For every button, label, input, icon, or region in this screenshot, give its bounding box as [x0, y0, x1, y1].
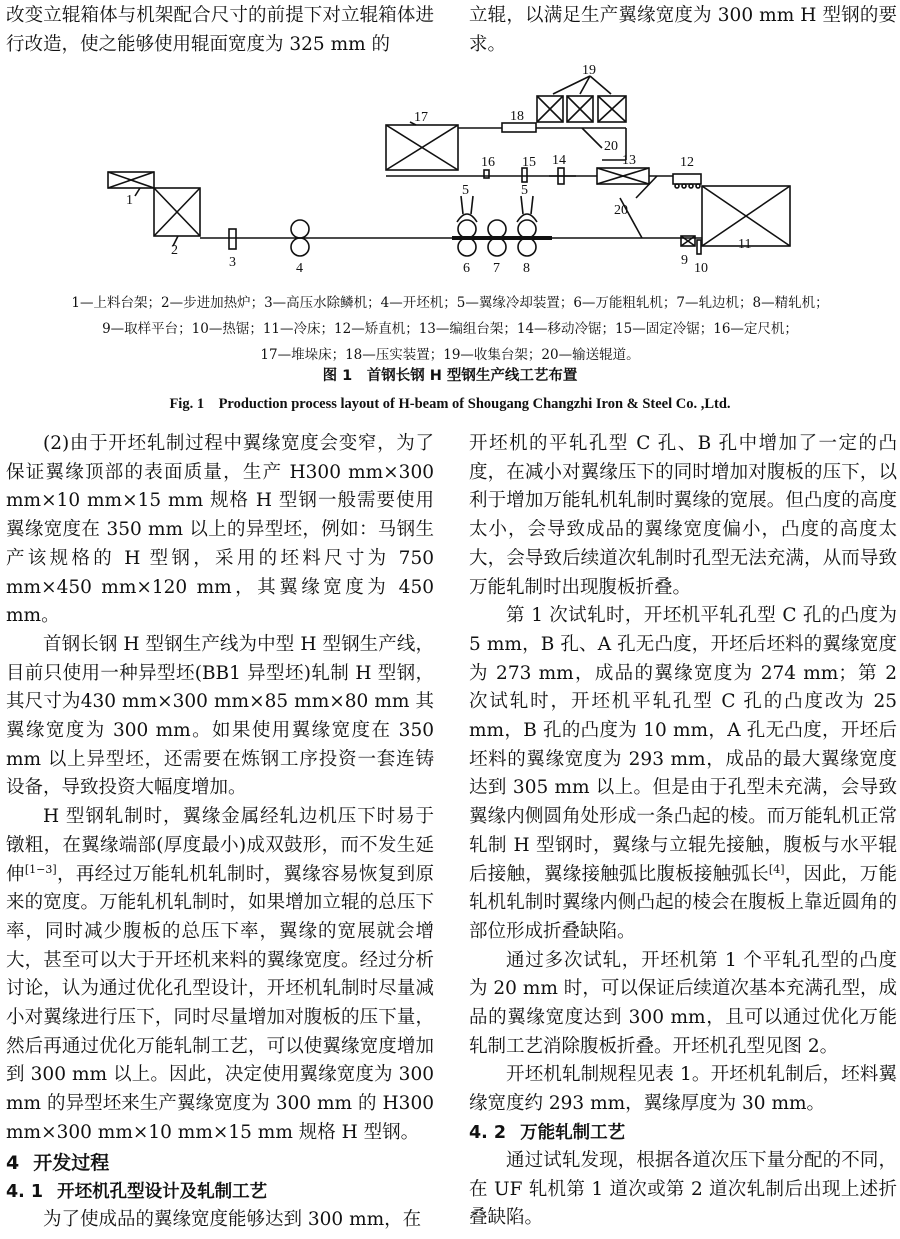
label-9: 9 [681, 253, 688, 268]
section-number: 4 [6, 1151, 20, 1174]
label-10: 10 [694, 261, 708, 276]
top-left-text [6, 2, 434, 59]
section-title: 开坯机孔型设计及轧制工艺 [57, 1181, 268, 1202]
citation[interactable]: [4] [768, 862, 785, 876]
text-span: H 型钢轧制时，翼缘金属经轧边机压下时易于镦粗，在翼缘端部(厚度最小)成双鼓形，而不发生延伸 [6, 806, 434, 885]
paragraph: 立辊，以满足生产翼缘宽度为 300 mm H 型钢的要求。 [469, 5, 897, 55]
top-right-text [469, 2, 897, 59]
label-13: 13 [622, 153, 636, 168]
paragraph: 开坯机轧制规程见表 1。开坯机轧制后，坯料翼缘宽度约 293 mm，翼缘厚度为 30 mm。 [469, 1064, 897, 1115]
label-15: 15 [522, 155, 536, 170]
label-16: 16 [481, 155, 495, 170]
citation[interactable]: [1−3] [24, 862, 57, 876]
label-19: 19 [582, 63, 596, 78]
label-4: 4 [296, 261, 303, 276]
paragraph: 开坯机的平轧孔型 C 孔、B 孔中增加了一定的凸度，在减小对翼缘压下的同时增加对腹板的压下，以利于增加万能轧机轧制时翼缘的宽展。但凸度的高度太小，会导致成品的翼缘宽度偏小，凸度的高度太大，会导致后续道次轧制时孔型无法充满，从而导致万能轧制时出现腹板折叠。 [469, 433, 897, 598]
section-number: 4. 2 [469, 1122, 507, 1143]
paragraph: 为了使成品的翼缘宽度能够达到 300 mm，在 [43, 1208, 422, 1230]
legend-line: 1—上料台架；2—步进加热炉；3—高压水除鳞机；4—开坯机；5—翼缘冷却装置；6—万能粗轧机；7—轧边机；8—精轧机； [71, 295, 829, 311]
paragraph: 通过多次试轧，开坯机第 1 个平轧孔型的凸度为 20 mm 时，可以保证后续道次基本充满孔型，成品的翼缘宽度达到 300 mm，且可以通过优化万能轧制工艺消除腹板折叠。开坯机孔型见图 2。 [469, 949, 897, 1057]
text-span: ，再经过万能轧机轧制时，翼缘容易恢复到原来的宽度。万能轧机轧制时，如果增加立辊的总压下率，同时减少腹板的总压下率，翼缘的宽展就会增大，甚至可以大于开坯机来料的翼缘宽度。经过分析讨论，认为通过优化孔型设计，开坯机轧制时尽量减小对翼缘进行压下，同时尽量增加对腹板的压下量，然后再通过优化万能轧制工艺，可以使翼缘宽度增加到 300 mm 以上。因此，决定使用翼缘宽度为 300 mm 的异型坯来生产翼缘宽度为 300 mm 的 H300 mm×300 mm×10 mm×15 mm 规格 H 型钢。 [6, 863, 434, 1143]
legend-line: 9—取样平台；10—热锯；11—冷床；12—矫直机；13—编组台架；14—移动冷锯；15—固定冷锯；16—定尺机； [102, 321, 798, 337]
label-1: 1 [126, 193, 133, 208]
label-20a: 20 [614, 203, 628, 218]
paragraph: 通过试轧发现，根据各道次压下量分配的不同，在 UF 轧机第 1 道次或第 2 道次轧制后出现上述折叠缺陷。 [469, 1149, 897, 1229]
label-14: 14 [552, 153, 566, 168]
label-8: 8 [523, 261, 530, 276]
figure-legend [20, 290, 880, 368]
paragraph: 改变立辊箱体与机架配合尺寸的前提下对立辊箱体进行改造，使之能够使用辊面宽度为 325 mm 的 [6, 5, 434, 55]
paragraph: 首钢长钢 H 型钢生产线为中型 H 型钢生产线，目前只使用一种异型坯(BB1 异型坯)轧制 H 型钢，其尺寸为430 mm×300 mm×85 mm×80 mm 其翼缘宽度为 300 mm。如果使用翼缘宽度在 350 mm 以上异型坯，还需要在炼钢工序投资一套连铸设备，导致投资大幅度增加。 [6, 633, 434, 799]
section-number: 4. 1 [6, 1181, 44, 1202]
label-2: 2 [171, 243, 178, 258]
paragraph [6, 803, 434, 1147]
label-7: 7 [493, 261, 500, 276]
label-12: 12 [680, 155, 694, 170]
section-heading-4 [6, 1148, 434, 1178]
text-span: ，因此，万能轧机轧制时翼缘内侧凸起的棱会在腹板上靠近圆角的部位形成折叠缺陷。 [469, 863, 897, 942]
section-heading-4-1 [6, 1178, 434, 1206]
paragraph [469, 602, 897, 946]
label-20b: 20 [604, 139, 618, 154]
label-18: 18 [510, 109, 524, 124]
text-span: 第 1 次试轧时，开坯机平轧孔型 C 孔的凸度为 5 mm，B 孔、A 孔无凸度，开坯后坯料的翼缘宽度为 273 mm，成品的翼缘宽度为 274 mm；第 2 次试轧时，开坯机平轧孔型 C 孔的凸度改为 25 mm，B 孔的凸度为 10 mm，A 孔无凸度，开坯后坯料的翼缘宽度为 293 mm，成品的最大翼缘宽度达到 305 mm 以上。但是由于孔型未充满，会导致翼缘内侧圆角处形成一条凸起的棱。而万能轧机正常轧制 H 型钢时，翼缘与立辊先接触，腹板与水平辊后接触，翼缘接触弧比腹板接触弧长 [469, 605, 897, 885]
section-heading-4-2 [469, 1119, 897, 1147]
section-title: 开发过程 [33, 1151, 110, 1174]
paragraph: (2)由于开坯轧制过程中翼缘宽度会变窄，为了保证翼缘顶部的表面质量，生产 H300 mm×300 mm×10 mm×15 mm 规格 H 型钢一般需要使用翼缘宽度在 350 mm 以上的异型坯，例如：马钢生产该规格的 H 型钢，采用的坯料尺寸为 750 mm×450 mm×120 mm，其翼缘宽度为 450 mm。 [6, 433, 434, 627]
process-layout-figure [90, 62, 810, 290]
section-title: 万能轧制工艺 [520, 1122, 626, 1143]
label-11: 11 [738, 237, 752, 252]
legend-line: 17—堆垛床；18—压实装置；19—收集台架；20—输送辊道。 [260, 347, 640, 363]
label-3: 3 [229, 255, 236, 270]
figure-caption-cn: 图 1 首钢长钢 H 型钢生产线工艺布置 [322, 368, 578, 384]
label-5a: 5 [462, 183, 469, 198]
left-column [6, 430, 434, 1234]
label-6: 6 [463, 261, 470, 276]
label-5b: 5 [521, 183, 528, 198]
figure-caption-en: Fig. 1 Production process layout of H-beam of Shougang Changzhi Iron & Steel Co. ,Ltd. [169, 396, 731, 412]
right-column [469, 430, 897, 1233]
label-17: 17 [414, 110, 428, 125]
